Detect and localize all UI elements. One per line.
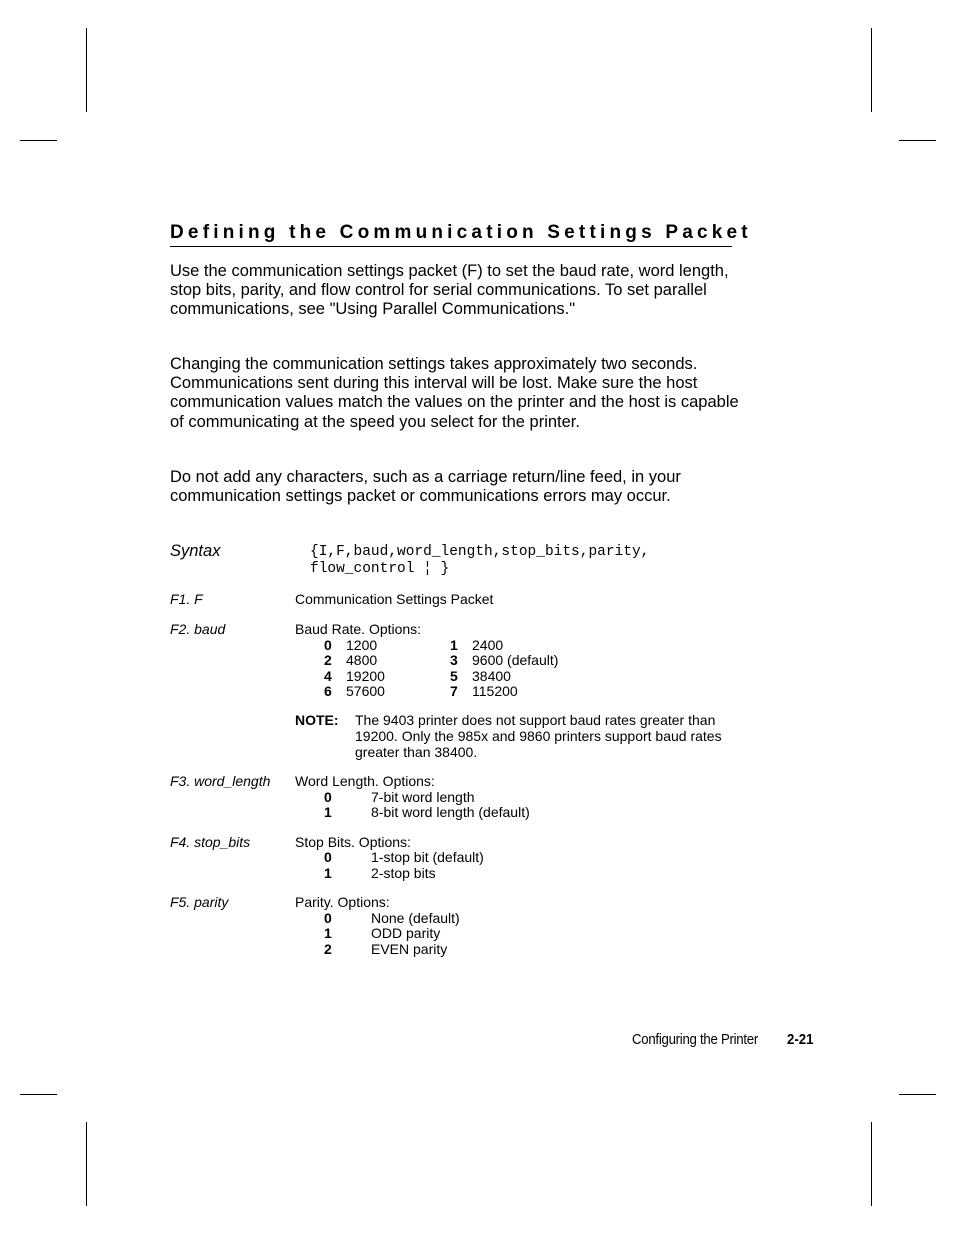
word-length-option-value: 8-bit word length (default) (371, 804, 530, 820)
field-f4-label: F4. stop_bits (170, 834, 251, 850)
baud-option-code: 2 (324, 652, 332, 668)
field-f2-desc: Baud Rate. Options: (295, 621, 422, 637)
baud-option-value: 38400 (472, 668, 511, 684)
baud-option-value: 9600 (default) (472, 652, 559, 668)
baud-option-code: 4 (324, 668, 332, 684)
heading-rule (170, 246, 732, 247)
field-f5-label: F5. parity (170, 894, 229, 910)
baud-option-value: 2400 (472, 637, 504, 653)
parity-option-code: 2 (324, 941, 332, 957)
baud-option-code: 0 (324, 637, 332, 653)
warning-paragraph: Do not add any characters, such as a carriage return/line feed, in your communication settings packet or communications errors may occur. (170, 468, 681, 506)
crop-mark-bottom-right-horizontal (899, 1094, 936, 1095)
footer-section-title: Configuring the Printer (632, 1031, 759, 1048)
parity-option-value: None (default) (371, 910, 460, 926)
field-f5-desc: Parity. Options: (295, 894, 390, 910)
crop-mark-bottom-right-vertical (871, 1122, 872, 1206)
syntax-label: Syntax (170, 542, 221, 560)
note-text: The 9403 printer does not support baud rates greater than 19200. Only the 985x and 9860 printers support baud rates greater than 38400. (355, 712, 722, 760)
parity-option-code: 0 (324, 910, 332, 926)
syntax-line-2: flow_control ¦ } (310, 561, 450, 577)
crop-mark-top-right-vertical (871, 28, 872, 112)
baud-option-value: 4800 (346, 652, 378, 668)
field-f3-label: F3. word_length (170, 773, 271, 789)
baud-option-value: 19200 (346, 668, 385, 684)
crop-mark-top-left-vertical (86, 28, 87, 112)
baud-option-value: 115200 (472, 683, 518, 699)
word-length-option-value: 7-bit word length (371, 789, 475, 805)
field-f4-desc: Stop Bits. Options: (295, 834, 411, 850)
stop-bits-option-value: 2-stop bits (371, 865, 436, 881)
stop-bits-option-value: 1-stop bit (default) (371, 849, 484, 865)
timing-paragraph: Changing the communication settings takes approximately two seconds. Communications sent during this interval will be lost. Make sure the host communication values match the values on the printer and the host is capable of communicating at the speed you select for the printer. (170, 355, 739, 431)
section-heading: Defining the Communication Settings Packet (170, 222, 752, 243)
crop-mark-top-left-horizontal (20, 140, 57, 141)
baud-option-code: 7 (450, 683, 458, 699)
field-f1-desc: Communication Settings Packet (295, 591, 494, 607)
page-number: 2-21 (787, 1031, 814, 1048)
baud-option-value: 57600 (346, 683, 385, 699)
baud-option-value: 1200 (346, 637, 378, 653)
crop-mark-bottom-left-vertical (86, 1122, 87, 1206)
parity-option-value: EVEN parity (371, 941, 448, 957)
stop-bits-option-code: 1 (324, 865, 332, 881)
word-length-option-code: 1 (324, 804, 332, 820)
field-f1-label: F1. F (170, 591, 203, 607)
intro-paragraph: Use the communication settings packet (F) to set the baud rate, word length, stop bits, parity, and flow control for serial communications. To set parallel communications, see "Using Parallel Communications." (170, 262, 729, 319)
field-f2-label: F2. baud (170, 621, 226, 637)
baud-option-code: 3 (450, 652, 458, 668)
baud-option-code: 1 (450, 637, 458, 653)
baud-option-code: 6 (324, 683, 332, 699)
field-f3-desc: Word Length. Options: (295, 773, 435, 789)
crop-mark-top-right-horizontal (899, 140, 936, 141)
parity-option-value: ODD parity (371, 925, 441, 941)
parity-option-code: 1 (324, 925, 332, 941)
syntax-line-1: {I,F,baud,word_length,stop_bits,parity, (310, 544, 650, 560)
word-length-option-code: 0 (324, 789, 332, 805)
syntax-code (310, 544, 649, 578)
crop-mark-bottom-left-horizontal (20, 1094, 57, 1095)
stop-bits-option-code: 0 (324, 849, 332, 865)
baud-option-code: 5 (450, 668, 458, 684)
note-label: NOTE: (295, 712, 339, 728)
